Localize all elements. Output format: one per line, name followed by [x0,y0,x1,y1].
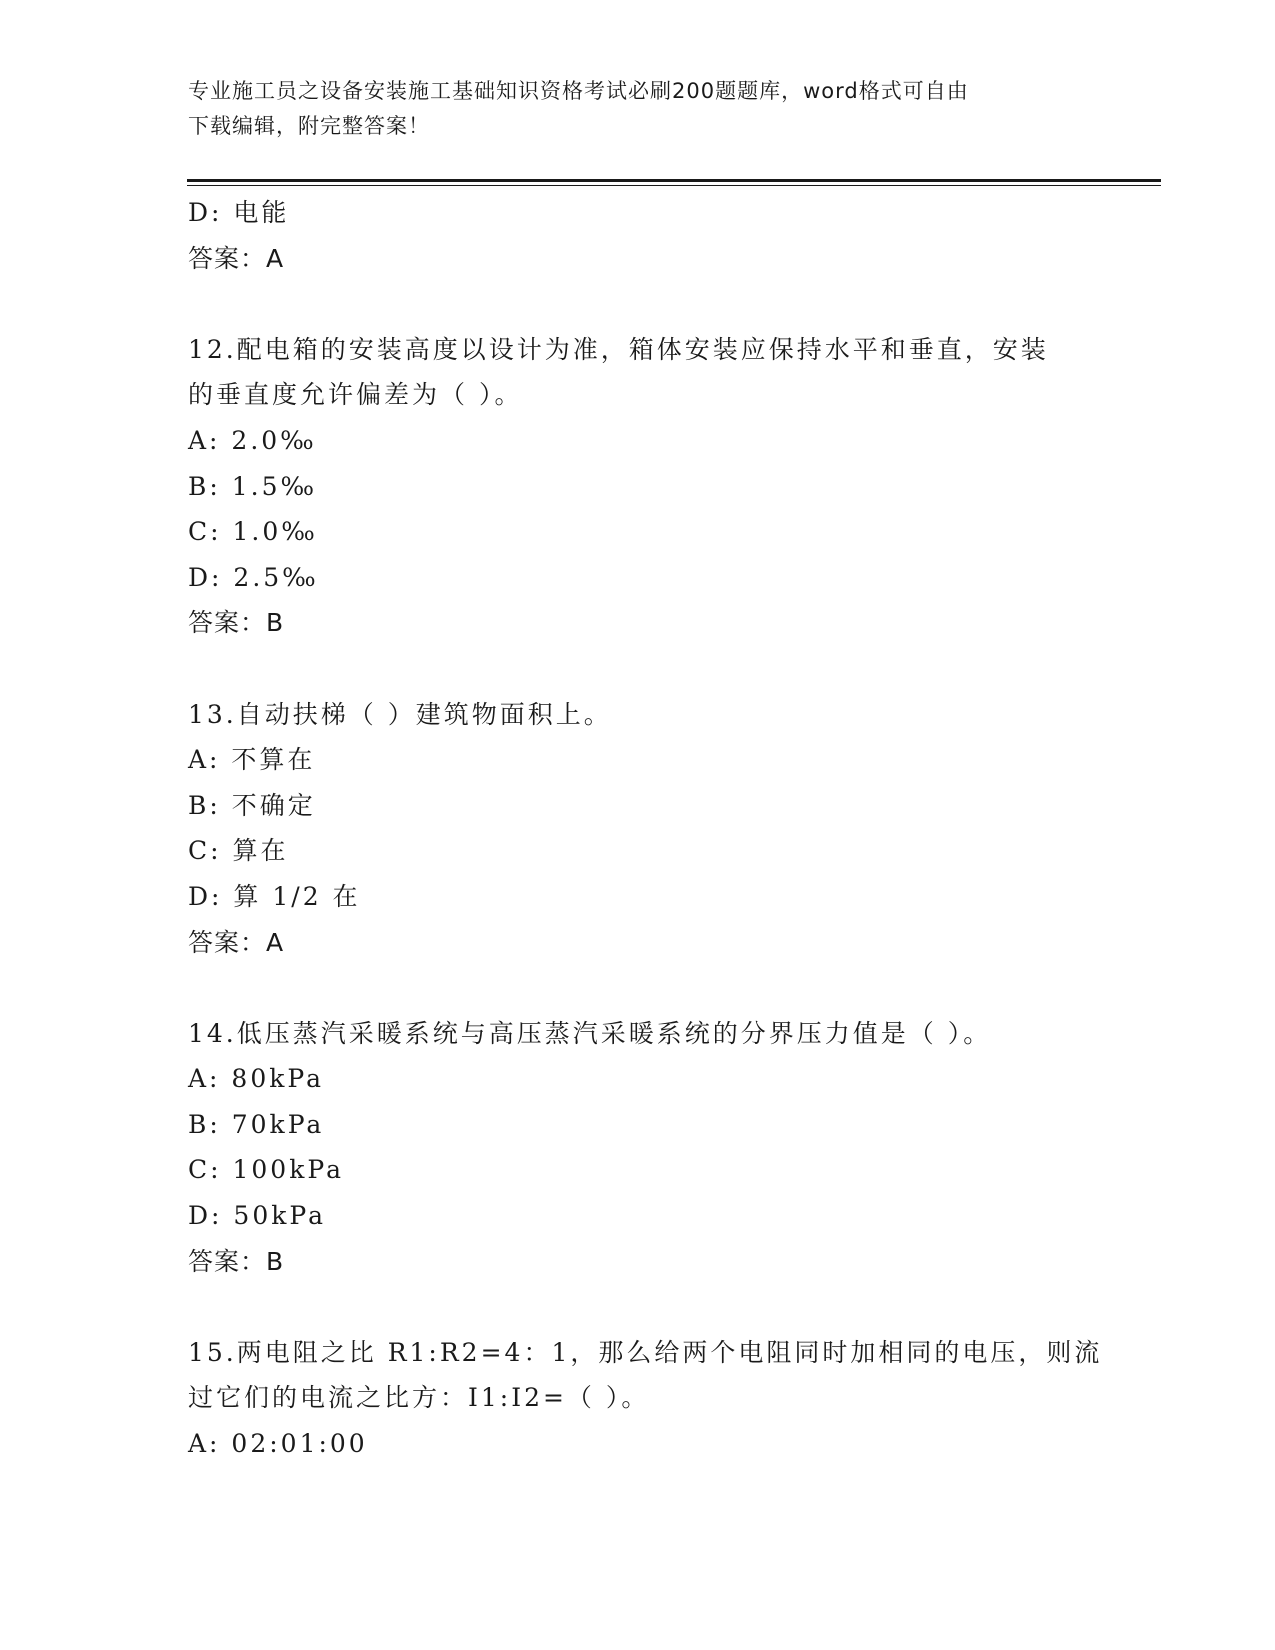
option-d: D: 电能 [188,198,290,227]
option-b: B: 1.5‰ [188,471,318,501]
question-stem-line-1: 12.配电箱的安装高度以设计为准，箱体安装应保持水平和垂直，安装 [188,334,1049,364]
previous-question-tail [188,190,1088,281]
question-spacer [188,1284,1088,1330]
option-b: B: 不确定 [188,790,316,820]
question-stem-line-2: 的垂直度允许偏差为（ ）。 [188,380,523,410]
question-12 [188,327,1088,646]
header-title-line-1: 专业施工员之设备安装施工基础知识资格考试必刷200题题库，word格式可自由 [188,79,969,103]
question-13 [188,692,1088,966]
option-b: B: 70kPa [188,1109,325,1139]
question-spacer [188,646,1088,692]
question-spacer [188,965,1088,1011]
answer-line: 答案：A [188,243,285,273]
option-a: A: 不算在 [188,745,316,775]
question-14 [188,1011,1088,1285]
question-content [188,190,1103,1467]
option-a: A: 2.0‰ [188,425,317,455]
question-stem-line-1: 14.低压蒸汽采暖系统与高压蒸汽采暖系统的分界压力值是（ ）。 [188,1018,992,1048]
answer-line: 答案：B [188,1246,285,1276]
option-c: C: 100kPa [188,1155,344,1185]
answer-line: 答案：B [188,608,285,638]
question-stem-line-2: 过它们的电流之比方：I1:I2=（ ）。 [188,1383,650,1413]
option-c: C: 1.0‰ [188,517,318,547]
question-15 [188,1330,1103,1467]
header-title-line-2: 下载编辑，附完整答案！ [188,114,430,138]
header-rule-thick [187,179,1161,182]
header-rule-thin [187,185,1161,186]
option-d: D: 2.5‰ [188,562,319,592]
option-c: C: 算在 [188,836,289,866]
option-a: A: 02:01:00 [188,1429,368,1459]
question-stem-line-1: 15.两电阻之比 R1:R2=4：1，那么给两个电阻同时加相同的电压，则流 [188,1337,1103,1367]
page-header [188,74,1088,144]
option-a: A: 80kPa [188,1064,324,1094]
question-stem-line-1: 13.自动扶梯（ ）建筑物面积上。 [188,699,612,729]
option-d: D: 算 1/2 在 [188,881,361,911]
option-d: D: 50kPa [188,1201,326,1231]
question-spacer [188,281,1088,327]
answer-line: 答案：A [188,927,285,957]
